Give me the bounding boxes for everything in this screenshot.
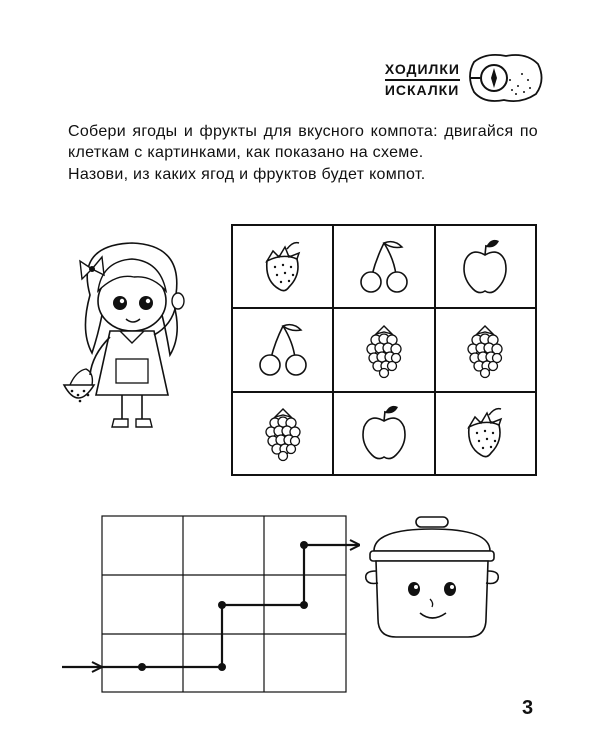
- magnifier-map-icon: [466, 50, 546, 106]
- grid-cell-raspberry[interactable]: [232, 392, 333, 475]
- grid-cell-cherry[interactable]: [232, 308, 333, 391]
- section-label-line2: ИСКАЛКИ: [384, 82, 460, 98]
- grid-cell-raspberry[interactable]: [333, 308, 434, 391]
- section-label: [385, 60, 460, 99]
- pot-illustration: [364, 515, 504, 645]
- raspberry-icon: [354, 320, 414, 380]
- apple-icon: [455, 237, 515, 297]
- grid-cell-strawberry[interactable]: [232, 225, 333, 308]
- cherry-icon: [354, 237, 414, 297]
- raspberry-icon: [455, 320, 515, 380]
- apple-icon: [354, 403, 414, 463]
- path-scheme: [50, 510, 360, 700]
- raspberry-icon: [253, 403, 313, 463]
- strawberry-icon: [455, 403, 515, 463]
- section-label-line1: ХОДИЛКИ: [385, 60, 460, 81]
- instruction-question: Назови, из каких ягод и фруктов будет компот.: [68, 166, 426, 183]
- grid-cell-strawberry[interactable]: [435, 392, 536, 475]
- page-number: 3: [522, 697, 534, 719]
- instruction-task: Собери ягоды и фрукты для вкусного компота: двигайся по клеткам с картинками, как показано на схеме.: [68, 123, 538, 161]
- instructions: [68, 121, 538, 185]
- grid-cell-raspberry[interactable]: [435, 308, 536, 391]
- strawberry-icon: [253, 237, 313, 297]
- grid-cell-apple[interactable]: [333, 392, 434, 475]
- fruit-grid: [231, 224, 537, 476]
- girl-illustration: [62, 235, 202, 435]
- cherry-icon: [253, 320, 313, 380]
- grid-cell-cherry[interactable]: [333, 225, 434, 308]
- grid-cell-apple[interactable]: [435, 225, 536, 308]
